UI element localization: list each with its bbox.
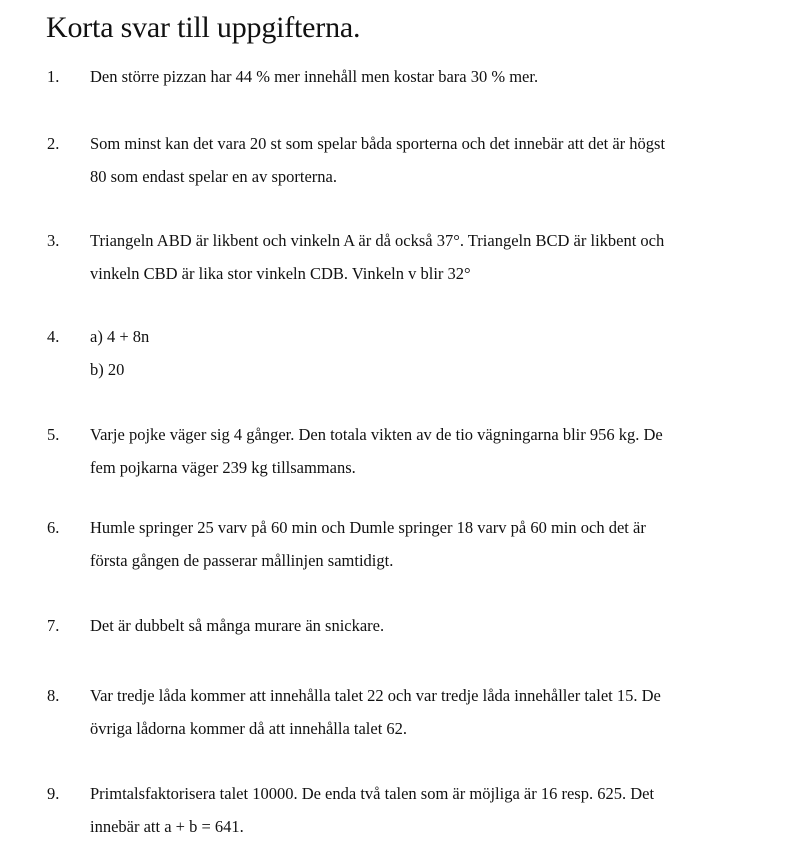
item-number: 4.: [47, 327, 60, 346]
item-text-line: b) 20: [90, 360, 125, 379]
item-text-line: 80 som endast spelar en av sporterna.: [90, 167, 337, 186]
item-text-line: fem pojkarna väger 239 kg tillsammans.: [90, 458, 356, 477]
item-text-line: Den större pizzan har 44 % mer innehåll men kostar bara 30 % mer.: [90, 67, 539, 86]
item-text-line: vinkeln CBD är lika stor vinkeln CDB. Vinkeln v blir 32°: [90, 264, 471, 283]
item-number: 8.: [47, 686, 60, 705]
item-number: 1.: [47, 67, 60, 86]
item-number: 3.: [47, 231, 60, 250]
item-text-line: Var tredje låda kommer att innehålla talet 22 och var tredje låda innehåller talet 15. De: [90, 686, 661, 705]
item-text-line: första gången de passerar mållinjen samtidigt.: [90, 551, 394, 570]
item-text-line: Primtalsfaktorisera talet 10000. De enda två talen som är möjliga är 16 resp. 625. Det: [90, 784, 655, 803]
item-text-line: Varje pojke väger sig 4 gånger. Den totala vikten av de tio vägningarna blir 956 kg. De: [90, 425, 663, 444]
item-number: 6.: [47, 518, 60, 537]
item-number: 9.: [47, 784, 60, 803]
item-number: 5.: [47, 425, 60, 444]
item-text-line: a) 4 + 8n: [90, 327, 150, 346]
item-number: 2.: [47, 134, 60, 153]
item-number: 7.: [47, 616, 60, 635]
item-text-line: Det är dubbelt så många murare än snickare.: [90, 616, 385, 635]
item-text-line: övriga lådorna kommer då att innehålla talet 62.: [90, 719, 408, 738]
item-text-line: Som minst kan det vara 20 st som spelar båda sporterna och det innebär att det är högst: [90, 134, 666, 153]
item-text-line: Humle springer 25 varv på 60 min och Dumle springer 18 varv på 60 min och det är: [90, 518, 646, 537]
page-title: Korta svar till uppgifterna.: [46, 11, 361, 44]
item-text-line: Triangeln ABD är likbent och vinkeln A är då också 37°. Triangeln BCD är likbent och: [90, 231, 665, 250]
item-text-line: innebär att a + b = 641.: [90, 817, 244, 836]
